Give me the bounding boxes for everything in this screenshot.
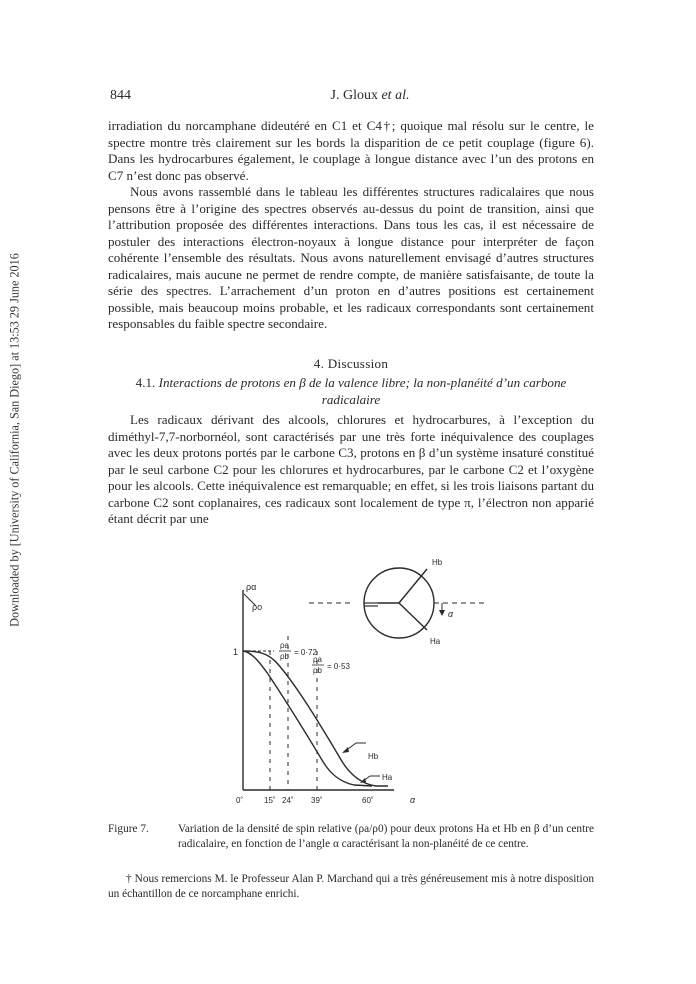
et-al: et al. — [377, 88, 410, 103]
ratio-2-den: ρb — [313, 666, 322, 675]
ratio-2-num: ρa — [313, 655, 322, 664]
body-paragraph-2: Nous avons rassemblé dans le tableau les différentes structures radicalaires que nous pensons être à l’origine des spectres observés au-dessus du point de transition, ainsi que l’attribution proposée des différentes interactions. Dans tous les cas, il est nécessaire de postuler des interactions électron-noyaux à longue distance pour interpréter de façon cohérente l’ensemble des résultats. Nous avons naturellement envisagé d’autres structures radicalaires, mais aucune ne permet de rendre compte, de manière satisfaisante, de toute la série des spectres. L’arrachement d’un proton en d’autres positions est certainement possible, mais beaucoup moins probable, et les radicaux correspondants sont certainement responsables du faible spectre secondaire. — [108, 184, 594, 331]
curve-label-ha: Ha — [382, 773, 393, 782]
x-axis-symbol: α — [410, 795, 416, 805]
footnote: † Nous remercions M. le Professeur Alan P. Marchand qui a très généreusement mis à notre disposition un échantillon de ce norcamphane enrichi. — [108, 873, 594, 900]
ratio-1-den: ρb — [280, 652, 289, 661]
subsection-number: 4.1. — [135, 375, 159, 390]
body-paragraph-1: irradiation du norcamphane dideutéré en C1 et C4†; quoique mal résolu sur le centre, le spectre montre très clairement sur les bords la disparition de ce petit couplage (figure 6). Dans les hydrocarbures également, le couplage à longue distance avec l’un des protons en C7 n’est donc pas observé. — [108, 118, 594, 183]
figure-caption — [108, 822, 594, 852]
authors: J. Gloux — [330, 88, 378, 103]
x-tick-24: 24˚ — [282, 796, 294, 805]
caption-text: Variation de la densité de spin relative (ρa/ρ0) pour deux protons Ha et Hb en β d’un centre radicalaire, en fonction de l’angle α caractérisant la non-planéité de ce centre. — [178, 823, 594, 850]
bond-hb — [399, 569, 427, 603]
diagram-label-ha: Ha — [430, 637, 441, 646]
ratio-1-value: = 0·72 — [294, 648, 317, 657]
y-label-num: ρα — [246, 582, 257, 592]
x-tick-60: 60˚ — [362, 796, 374, 805]
figure-7 — [216, 546, 516, 814]
figure-graphic — [216, 546, 516, 814]
download-note: Downloaded by [University of California, San Diego] at 13:53 29 June 2016 — [7, 253, 22, 627]
ratio-2-value: = 0·53 — [327, 662, 350, 671]
download-watermark — [6, 180, 24, 700]
diagram-label-hb: Hb — [432, 558, 443, 567]
ratio-1-num: ρa — [280, 641, 289, 650]
caption-label: Figure 7. — [108, 823, 149, 835]
subsection-text: Interactions de protons en β de la valence libre; la non-planéité d’un carbone radicalaire — [158, 375, 567, 407]
bond-ha — [399, 603, 427, 630]
x-tick-0: 0˚ — [236, 796, 244, 805]
x-tick-39: 39˚ — [311, 796, 323, 805]
y-tick-one: 1 — [233, 647, 239, 657]
page-number: 844 — [110, 88, 131, 103]
section-title: 4. Discussion — [313, 356, 389, 371]
running-title — [110, 88, 590, 104]
y-label-den: ρo — [252, 602, 263, 612]
running-header — [110, 88, 590, 106]
x-tick-15: 15˚ — [264, 796, 276, 805]
arrow-hb-head — [342, 747, 349, 753]
alpha-arrowhead — [439, 610, 445, 616]
subsection-title — [108, 375, 594, 408]
diagram-alpha: α — [448, 609, 454, 619]
curve-ha — [243, 651, 372, 786]
curve-label-hb: Hb — [368, 752, 379, 761]
body-paragraph-3: Les radicaux dérivant des alcools, chlorures et hydrocarbures, à l’exception du diméthyl-7,7-norbornéol, sont caractérisés par une très forte inéquivalence des couplages avec les deux protons portés par le carbone C3, protons en β d’un système insaturé constitué par le seul carbone C2 pour les chlorures et hydrocarbures, par le carbone C2 et l’oxygène pour les alcools. Cette inéquivalence est remarquable; en effet, si les trois liaisons partant du carbone C2 sont coplanaires, ces radicaux sont localement de type π, l’électron non apparié étant décrit par une — [108, 412, 594, 526]
